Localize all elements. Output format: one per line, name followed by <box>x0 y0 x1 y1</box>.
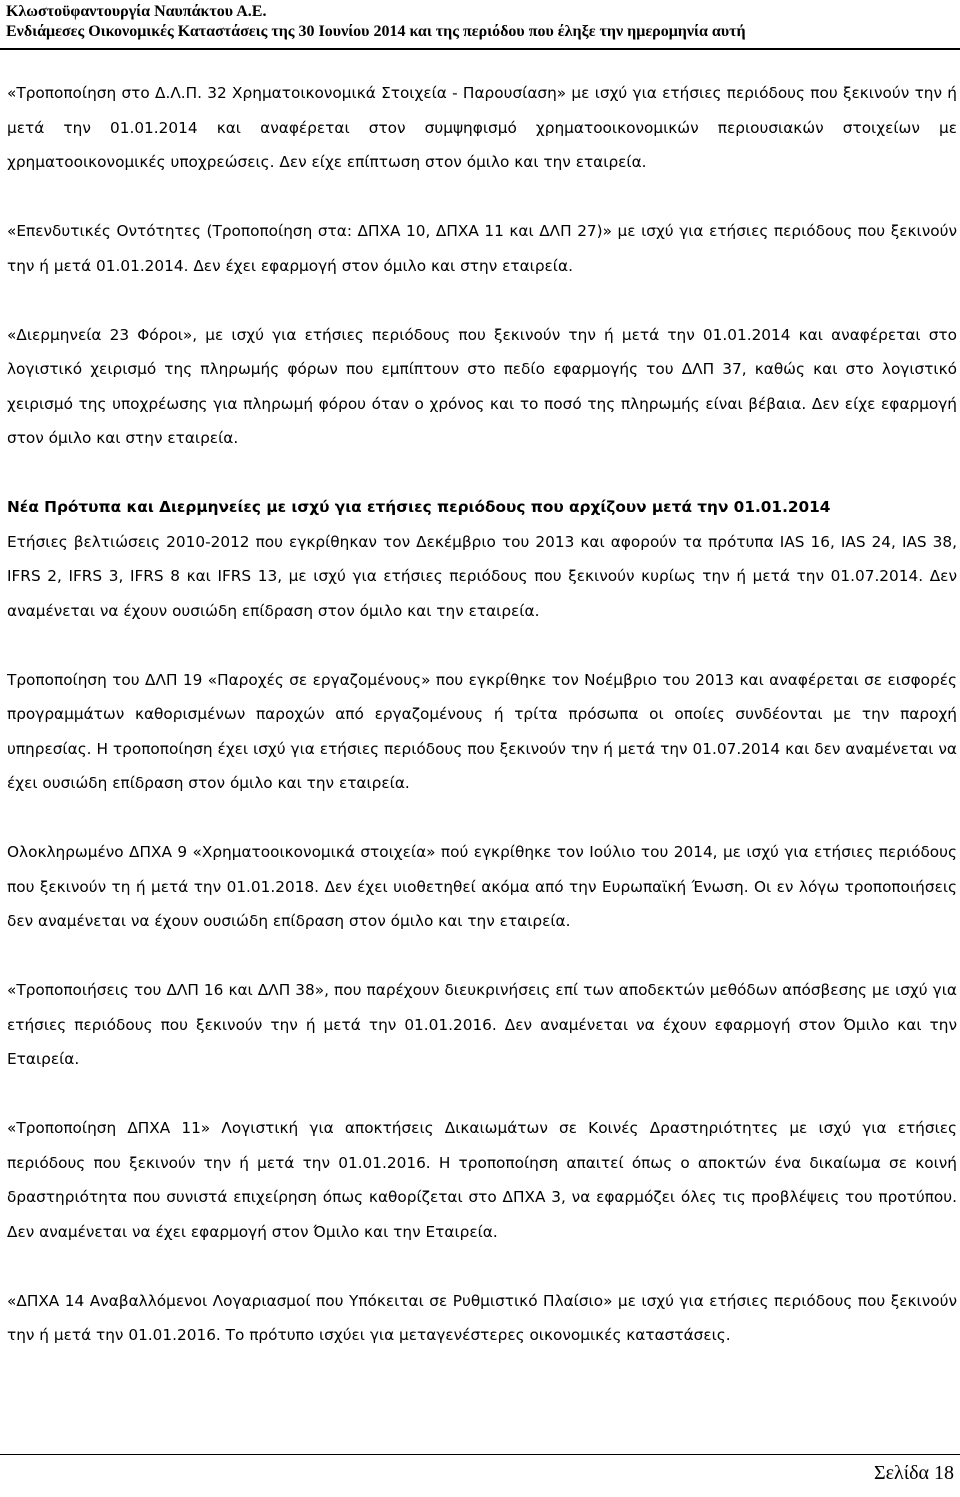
page-number: Σελίδα 18 <box>873 1462 954 1484</box>
paragraph-ias19: Τροποποίηση του ΔΛΠ 19 «Παροχές σε εργαζομένους» που εγκρίθηκε τον Νοέμβριο του 2013 και αναφέρεται σε εισφορές προγραμμάτων καθορισμένων παροχών από εργαζομένους ή τρίτα πρόσωπα οι οποίες συνδέονται με την παροχή υπηρεσίας. Η τροποποίηση έχει ισχύ για ετήσιες περιόδους που ξεκινούν την ή μετά την 01.07.2014 και δεν αναμένεται να έχει ουσιώδη επίδραση στον όμιλο και την εταιρεία. <box>7 670 957 792</box>
company-name: Κλωστοϋφαντουργία Ναυπάκτου Α.Ε. <box>6 3 267 20</box>
paragraph-annual-improvements: Ετήσιες βελτιώσεις 2010-2012 που εγκρίθηκαν τον Δεκέμβριο του 2013 και αφορούν τα πρότυπα IAS 16, IAS 24, IAS 38, IFRS 2, IFRS 3, IFRS 8 και IFRS 13, με ισχύ για ετήσιες περιόδους που ξεκινούν κυρίως την ή μετά την 01.07.2014. Δεν αναμένεται να έχουν ουσιώδη επίδραση στον όμιλο και την εταιρεία. <box>7 532 957 620</box>
paragraph-ifric21: «Διερμηνεία 23 Φόροι», με ισχύ για ετήσιες περιόδους που ξεκινούν την ή μετά την 01.01.2014 και αναφέρεται στο λογιστικό χειρισμό της πληρωμής φόρων που εμπίπτουν στο πεδίο εφαρμογής του ΔΛΠ 37, καθώς και στο λογιστικό χειρισμό της υποχρέωσης για πληρωμή φόρου όταν ο χρόνος και το ποσό της πληρωμής είναι βέβαια. Δεν είχε εφαρμογή στον όμιλο και στην εταιρεία. <box>7 325 957 447</box>
paragraph-ifrs9: Ολοκληρωμένο ΔΠΧΑ 9 «Χρηματοοικονομικά στοιχεία» πού εγκρίθηκε τον Ιούλιο του 2014, με ισχύ για ετήσιες περιόδους που ξεκινούν τη ή μετά την 01.01.2018. Δεν έχει υιοθετηθεί ακόμα από την Ευρωπαϊκή Ένωση. Οι εν λόγω τροποποιήσεις δεν αναμένεται να έχουν ουσιώδη επίδραση στον όμιλο και την εταιρεία. <box>7 843 957 930</box>
footer-divider <box>0 1454 960 1455</box>
paragraph-ifrs11: «Τροποποίηση ΔΠΧΑ 11» Λογιστική για αποκτήσεις Δικαιωμάτων σε Κοινές Δραστηριότητες με ισχύ για ετήσιες περιόδους που ξεκινούν την ή μετά την 01.01.2016. Η τροποποίηση απαιτεί όπως ο αποκτών ένα δικαίωμα σε κοινή δραστηριότητα που συνιστά επιχείρηση όπως καθορίζεται στο ΔΠΧΑ 3, να εφαρμόζει όλες τις προβλέψεις του προτύπου. Δεν αναμένεται να έχει εφαρμογή στον Όμιλο και την Εταιρεία. <box>7 1119 957 1241</box>
paragraph-ias32: «Τροποποίηση στο Δ.Λ.Π. 32 Χρηματοικονομικά Στοιχεία - Παρουσίαση» με ισχύ για ετήσιες περιόδους που ξεκινούν την ή μετά την 01.01.2014 και αναφέρεται στον συμψηφισμό χρηματοοικονομικών περιουσιακών στοιχείων με χρηματοοικονομικές υποχρεώσεις. Δεν είχε επίπτωση στον όμιλο και την εταιρεία. <box>7 84 957 171</box>
header-divider <box>0 48 960 50</box>
page-header <box>6 2 946 42</box>
paragraph-investment-entities: «Επενδυτικές Οντότητες (Τροποποίηση στα: ΔΠΧΑ 10, ΔΠΧΑ 11 και ΔΛΠ 27)» με ισχύ για ετήσιες περιόδους που ξεκινούν την ή μετά 01.01.2014. Δεν έχει εφαρμογή στον όμιλο και στην εταιρεία. <box>7 222 957 275</box>
paragraph-ifrs14: «ΔΠΧΑ 14 Αναβαλλόμενοι Λογαριασμοί που Υπόκειται σε Ρυθμιστικό Πλαίσιο» με ισχύ για ετήσιες περιόδους που ξεκινούν την ή μετά την 01.01.2016. Το πρότυπο ισχύει για μεταγενέστερες οικονομικές καταστάσεις. <box>7 1291 957 1344</box>
document-body <box>7 76 957 1387</box>
paragraph-ias16-ias38: «Τροποποιήσεις του ΔΛΠ 16 και ΔΛΠ 38», που παρέχουν διευκρινήσεις επί των αποδεκτών μεθόδων απόσβεσης με ισχύ για ετήσιες περιόδους που ξεκινούν την ή μετά την 01.01.2016. Δεν αναμένεται να έχουν εφαρμογή στον Όμιλο και την Εταιρεία. <box>7 981 957 1068</box>
report-subtitle: Ενδιάμεσες Οικονομικές Καταστάσεις της 30 Ιουνίου 2014 και της περιόδου που έληξε την ημερομηνία αυτή <box>6 23 746 40</box>
section-heading: Νέα Πρότυπα και Διερμηνείες με ισχύ για ετήσιες περιόδους που αρχίζουν μετά την 01.01.2014 <box>7 498 831 516</box>
